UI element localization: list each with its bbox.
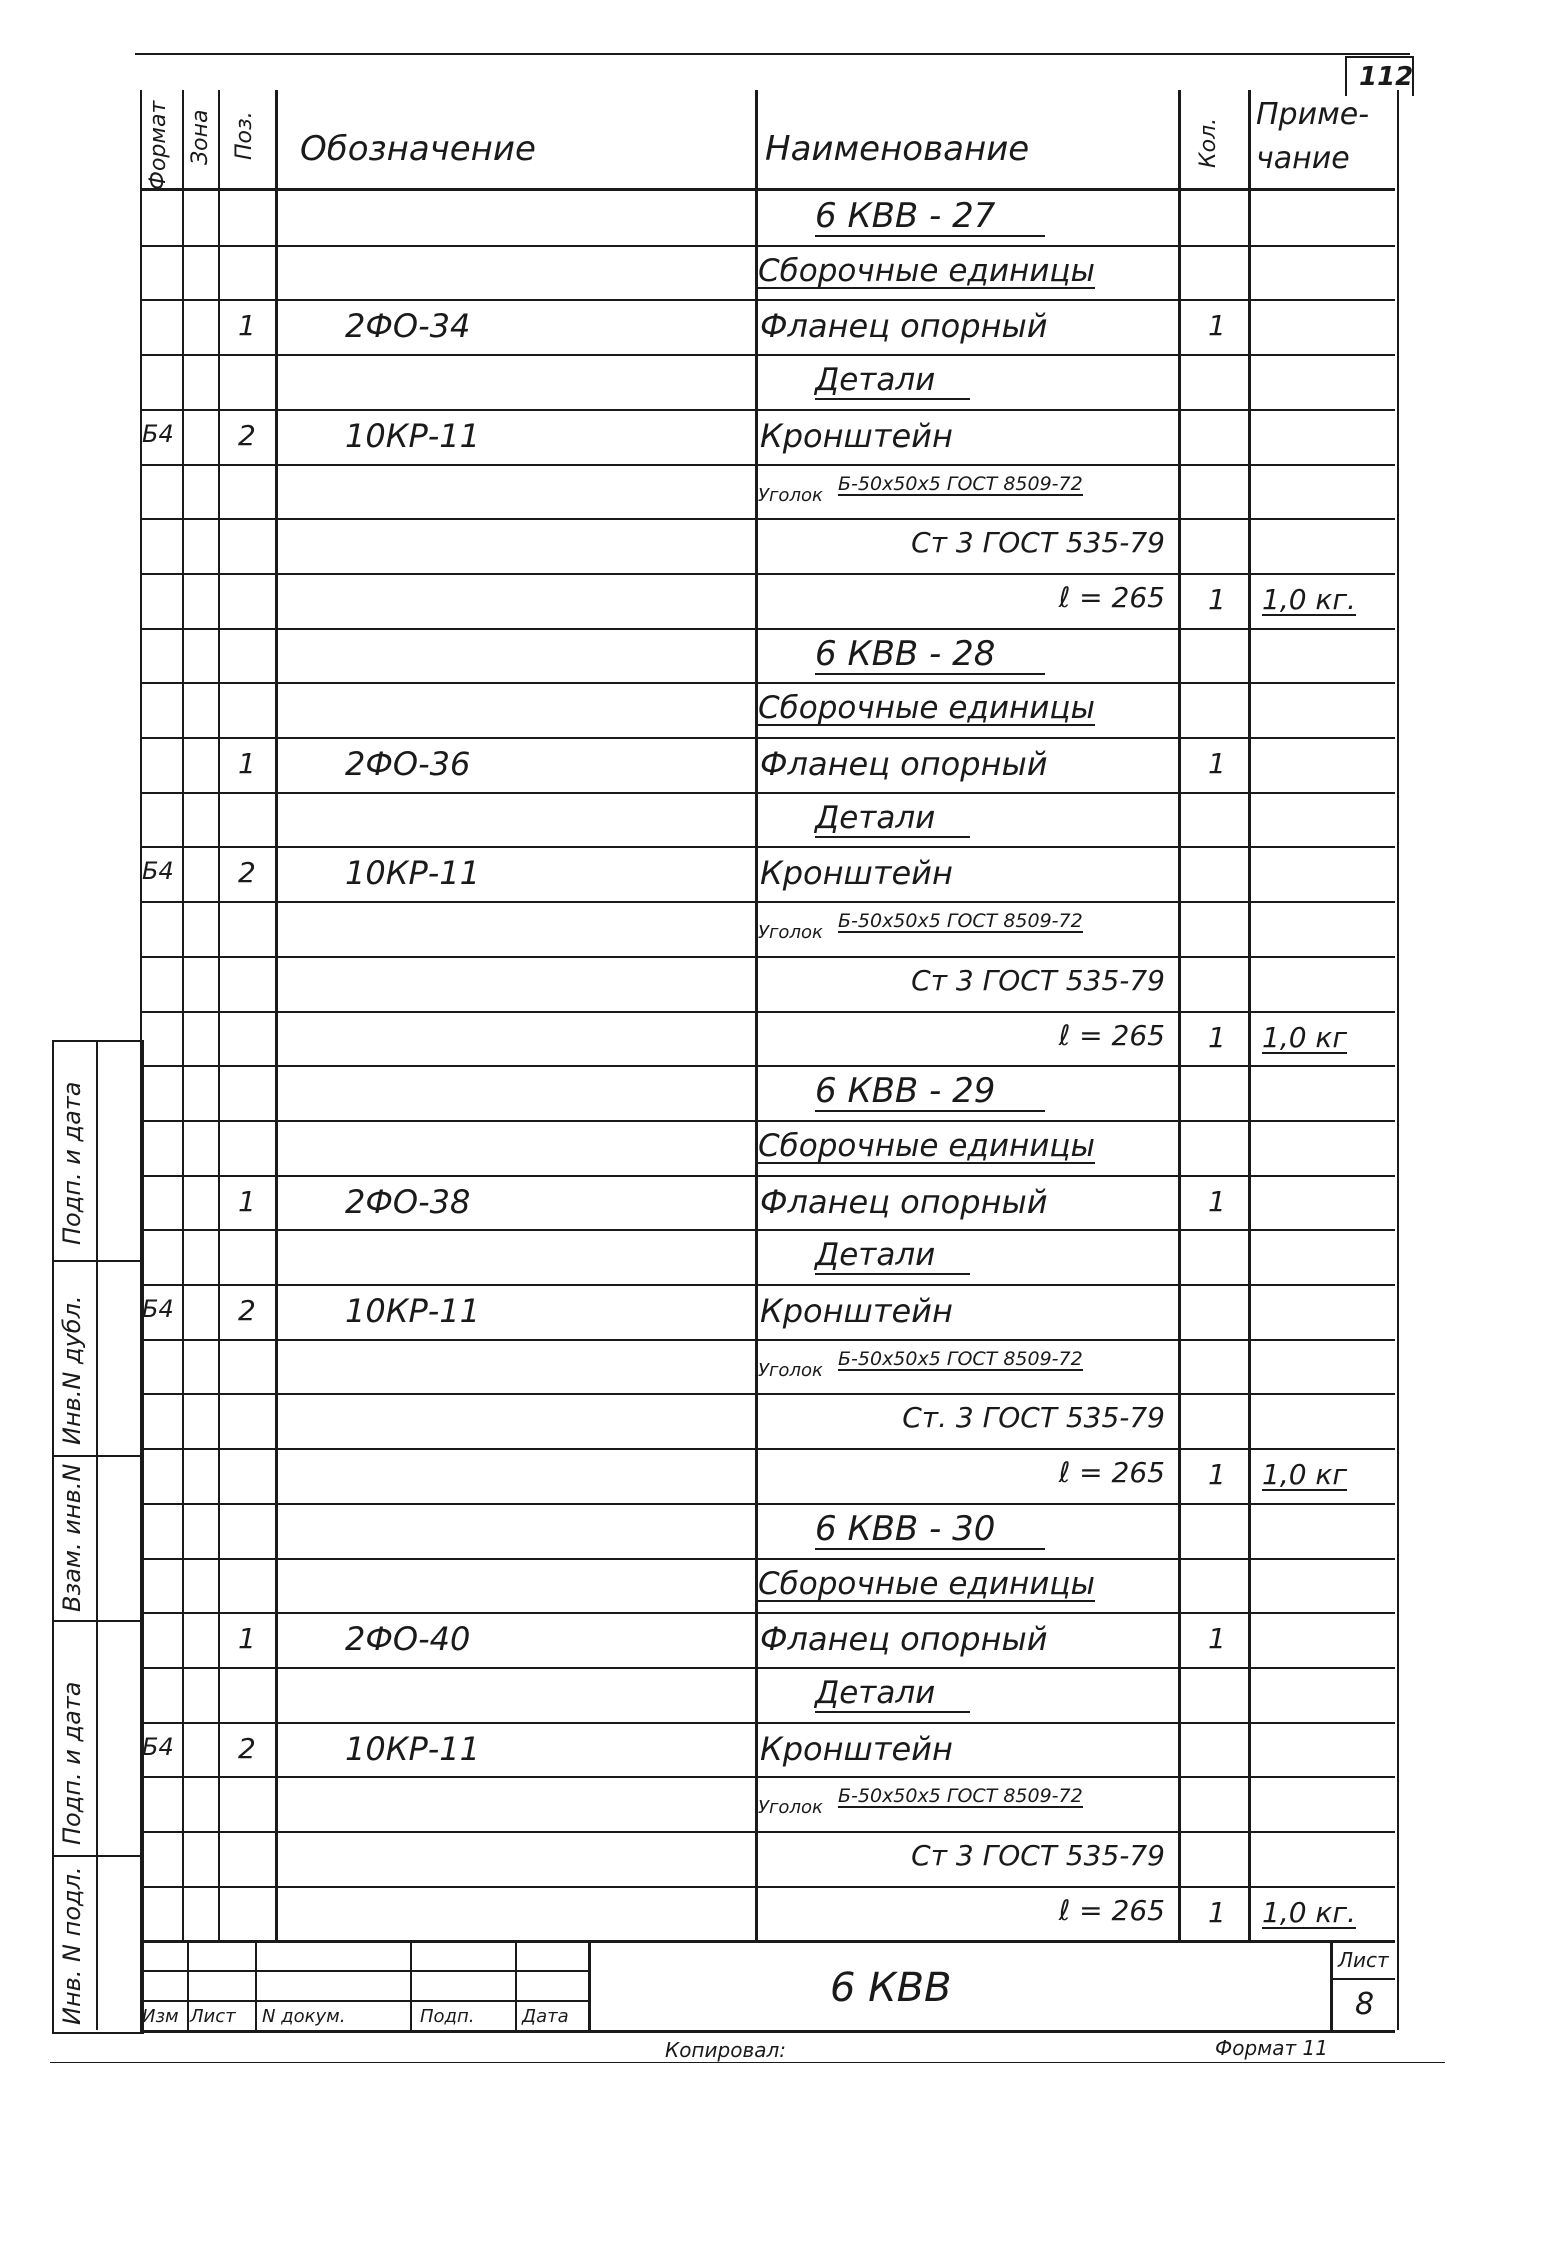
row-line (140, 518, 1395, 520)
qty-cell: 1 (1208, 309, 1226, 343)
designation-cell: 10КР-11 (345, 1729, 480, 1768)
angle-label: Уголок (758, 922, 823, 944)
format-cell: Б4 (142, 419, 174, 448)
row-line (140, 682, 1395, 684)
col-line-name (1178, 90, 1181, 1940)
qty-cell: 1 (1208, 1895, 1226, 1929)
name-cell: ℓ = 265 (1058, 1456, 1165, 1490)
row-line (140, 1011, 1395, 1013)
name-cell: Кронштейн (760, 1292, 953, 1330)
pos-cell: 1 (238, 747, 256, 780)
angle-spec: Б-50x50x5 ГОСТ 8509-72 (838, 1347, 1083, 1370)
title-block-row1 (140, 1970, 590, 1972)
name-cell: Кронштейн (760, 416, 953, 455)
tb-podp: Подп. (420, 2006, 475, 2027)
header-qty: Кол. (1196, 117, 1221, 168)
name-cell: 6 КВВ - 29 (815, 1074, 1045, 1112)
row-line (140, 245, 1395, 247)
side-sep-2 (52, 1455, 140, 1457)
name-cell: Фланец опорный (760, 1620, 1048, 1659)
sheet-number-top: 112 (1359, 62, 1414, 92)
footer-format: Формат 11 (1215, 2036, 1328, 2060)
name-cell: Детали (815, 1678, 970, 1713)
name-cell: 6 КВВ - 28 (815, 637, 1045, 675)
designation-cell: 2ФО-40 (345, 1620, 471, 1659)
format-cell: Б4 (142, 1732, 174, 1761)
name-cell: Фланец опорный (760, 745, 1048, 783)
row-line (140, 1065, 1395, 1067)
footer-line (50, 2062, 1445, 2063)
row-line (140, 354, 1395, 356)
footer-copied: Копировал: (665, 2038, 787, 2062)
designation-cell: 10КР-11 (345, 416, 480, 455)
angle-spec: Б-50x50x5 ГОСТ 8509-72 (838, 910, 1083, 933)
title-block-bottom (140, 2030, 1395, 2033)
tb-sheet-value: 8 (1355, 1987, 1375, 2022)
row-line (140, 1831, 1395, 1833)
side-sep-4 (52, 1855, 140, 1857)
row-line (140, 1667, 1395, 1669)
side-sep-1 (52, 1260, 140, 1262)
row-line (140, 1284, 1395, 1286)
name-cell: Ст. 3 ГОСТ 535-79 (902, 1401, 1165, 1435)
header-name: Наименование (765, 129, 1030, 169)
col-line-designation (755, 90, 758, 1940)
side-label-vzam-inv: Взам. инв.N (58, 1463, 86, 1612)
note-cell: 1,0 кг (1262, 1458, 1348, 1492)
designation-cell: 2ФО-34 (345, 307, 471, 346)
side-label-sign-date-2: Подп. и дата (58, 1681, 86, 1845)
row-line (140, 1503, 1395, 1505)
name-cell: Детали (815, 803, 970, 838)
row-line (140, 628, 1395, 630)
row-line (140, 846, 1395, 848)
qty-cell: 1 (1208, 1622, 1226, 1656)
name-cell: Фланец опорный (760, 307, 1048, 346)
name-cell: Ст 3 ГОСТ 535-79 (911, 526, 1165, 560)
pos-cell: 2 (238, 1731, 256, 1765)
row-line (140, 737, 1395, 739)
name-cell: 6 КВВ - 27 (815, 199, 1045, 237)
designation-cell: 2ФО-36 (345, 745, 471, 783)
side-label-inv-podl: Инв. N подл. (58, 1866, 86, 2025)
row-line (140, 792, 1395, 794)
tb-col-5 (588, 1940, 591, 2030)
header-format: Формат (146, 100, 171, 190)
side-label-sign-date-1: Подп. и дата (58, 1081, 86, 1245)
pos-cell: 1 (238, 1622, 256, 1656)
row-line (140, 1448, 1395, 1450)
header-note-2: чание (1256, 141, 1350, 176)
pos-cell: 2 (238, 856, 256, 890)
row-line (140, 299, 1395, 301)
name-cell: Кронштейн (760, 854, 953, 893)
tb-sheet-divider (1330, 1978, 1395, 1980)
row-line (140, 1558, 1395, 1560)
angle-label: Уголок (758, 1797, 823, 1819)
tb-sheet-label: Лист (1338, 1948, 1389, 1972)
col-line-zone (218, 90, 220, 1940)
title-block-top (140, 1940, 1395, 1943)
top-border (135, 53, 1410, 55)
name-cell: Детали (815, 1240, 970, 1275)
qty-cell: 1 (1208, 1458, 1226, 1492)
col-line-format (182, 90, 184, 1940)
name-cell: Ст 3 ГОСТ 535-79 (911, 963, 1165, 997)
name-cell: ℓ = 265 (1058, 1893, 1165, 1927)
row-line (140, 409, 1395, 411)
tb-col-1 (187, 1940, 189, 2030)
side-sep-3 (52, 1620, 140, 1622)
row-line (140, 464, 1395, 466)
pos-cell: 1 (238, 1184, 256, 1218)
name-cell: Кронштейн (760, 1729, 953, 1768)
header-zone: Зона (188, 109, 213, 165)
note-cell: 1,0 кг (1262, 1020, 1348, 1054)
tb-ndoc: N докум. (262, 2006, 346, 2027)
tb-doc-code: 6 КВВ (830, 1965, 952, 2011)
format-cell: Б4 (142, 1295, 174, 1323)
name-cell: Сборочные единицы (758, 1127, 1096, 1164)
row-line (140, 573, 1395, 575)
qty-cell: 1 (1208, 747, 1226, 780)
angle-spec: Б-50x50x5 ГОСТ 8509-72 (838, 1785, 1083, 1808)
tb-izm: Изм (142, 2006, 179, 2027)
tb-list: Лист (190, 2006, 236, 2027)
angle-label: Уголок (758, 484, 823, 506)
row-line (140, 1339, 1395, 1341)
tb-col-2 (255, 1940, 257, 2030)
row-line (140, 1612, 1395, 1614)
col-line-qty (1248, 90, 1251, 1940)
note-cell: 1,0 кг. (1262, 1895, 1356, 1929)
qty-cell: 1 (1208, 1020, 1226, 1054)
row-line (140, 1722, 1395, 1724)
designation-cell: 10КР-11 (345, 854, 480, 893)
name-cell: Сборочные единицы (758, 1565, 1096, 1602)
format-cell: Б4 (142, 857, 174, 886)
row-line (140, 1886, 1395, 1888)
pos-cell: 2 (238, 418, 256, 452)
name-cell: ℓ = 265 (1058, 1018, 1165, 1052)
name-cell: Ст 3 ГОСТ 535-79 (911, 1839, 1165, 1872)
row-line (140, 956, 1395, 958)
name-cell: Сборочные единицы (758, 252, 1096, 289)
row-line (140, 1175, 1395, 1177)
qty-cell: 1 (1208, 1184, 1226, 1218)
note-cell: 1,0 кг. (1262, 582, 1356, 616)
title-block-row2 (140, 2000, 590, 2002)
header-pos: Поз. (232, 111, 257, 160)
angle-spec: Б-50x50x5 ГОСТ 8509-72 (838, 472, 1083, 495)
designation-cell: 10КР-11 (345, 1292, 480, 1330)
side-label-inv-dubl: Инв.N дубл. (58, 1295, 86, 1445)
designation-cell: 2ФО-38 (345, 1182, 471, 1221)
tb-col-sheet (1330, 1940, 1333, 2030)
row-line (140, 901, 1395, 903)
row-line (140, 1776, 1395, 1778)
row-line (140, 1229, 1395, 1231)
name-cell: 6 КВВ - 30 (815, 1512, 1045, 1550)
name-cell: Сборочные единицы (758, 690, 1096, 727)
pos-cell: 2 (238, 1294, 256, 1327)
tb-col-3 (410, 1940, 412, 2030)
col-line-pos (275, 90, 278, 1940)
name-cell: Детали (815, 365, 970, 400)
header-bottom-line (140, 188, 1395, 191)
side-stamp-divider (96, 1040, 98, 2030)
name-cell: Фланец опорный (760, 1182, 1048, 1221)
name-cell: ℓ = 265 (1058, 580, 1165, 614)
row-line (140, 1120, 1395, 1122)
pos-cell: 1 (238, 309, 256, 343)
angle-label: Уголок (758, 1359, 823, 1381)
tb-data: Дата (522, 2006, 569, 2027)
qty-cell: 1 (1208, 582, 1226, 616)
header-designation: Обозначение (300, 129, 536, 169)
header-note-1: Приме- (1256, 97, 1370, 132)
tb-col-4 (515, 1940, 517, 2030)
row-line (140, 1393, 1395, 1395)
